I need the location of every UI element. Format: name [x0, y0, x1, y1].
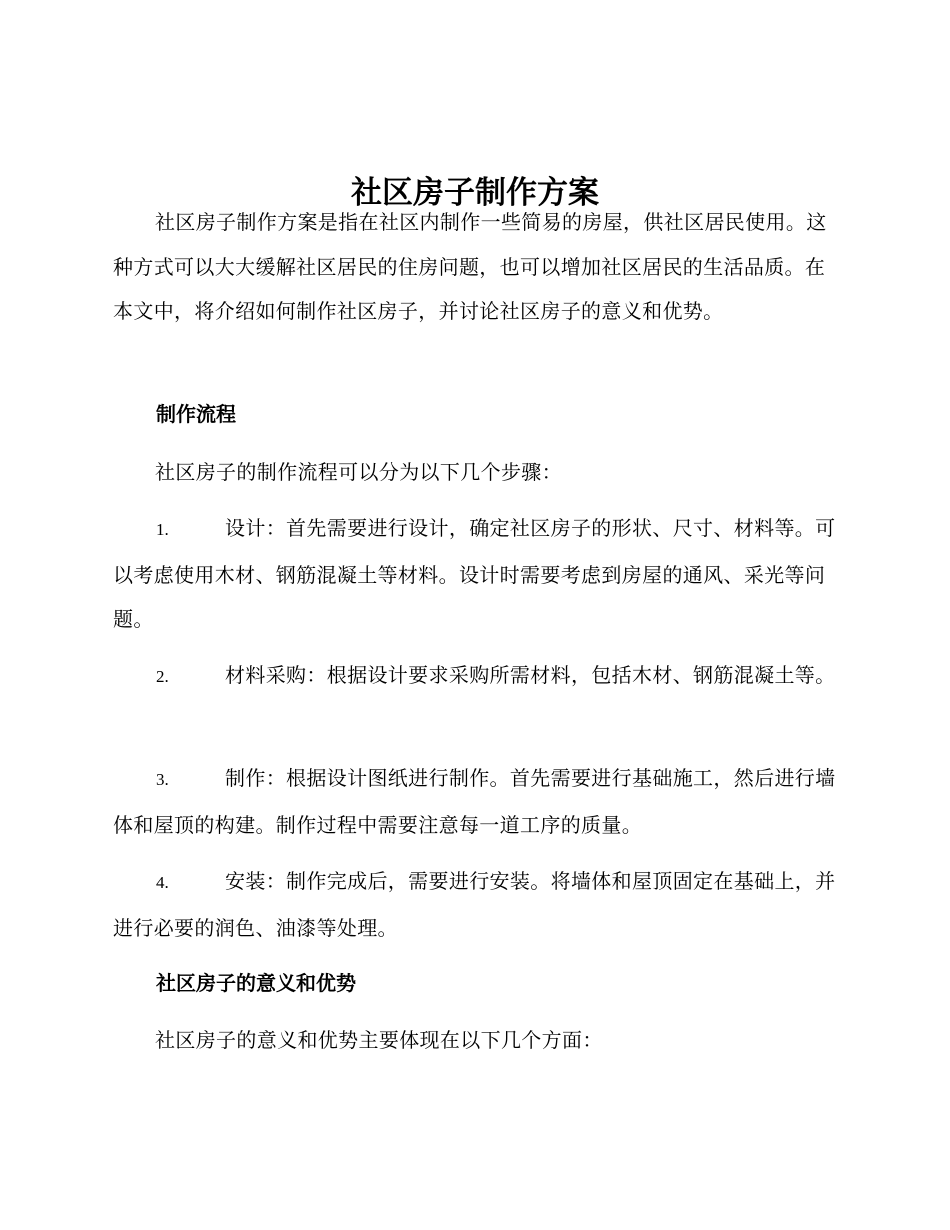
list-number: 3.: [156, 770, 169, 789]
list-number: 4.: [156, 873, 169, 892]
list-item-text: 安装：制作完成后，需要进行安装。将墙体和屋顶固定在基础上，并进行必要的润色、油漆等处理。: [113, 869, 836, 940]
list-item-step-2: [113, 653, 837, 700]
list-item-step-1: [113, 506, 837, 642]
document-title: 社区房子制作方案: [351, 174, 599, 211]
list-number: 1.: [156, 520, 169, 539]
list-item-text: 设计：首先需要进行设计，确定社区房子的形状、尺寸、材料等。可以考虑使用木材、钢筋混凝土等材料。设计时需要考虑到房屋的通风、采光等问题。: [113, 516, 836, 631]
list-item-text: 制作：根据设计图纸进行制作。首先需要进行基础施工，然后进行墙体和屋顶的构建。制作过程中需要注意每一道工序的质量。: [113, 766, 836, 837]
list-number: 2.: [156, 667, 169, 686]
intro-paragraph: 社区房子制作方案是指在社区内制作一些简易的房屋，供社区居民使用。这种方式可以大大缓解社区居民的住房问题，也可以增加社区居民的生活品质。在本文中，将介绍如何制作社区房子，并讨论社区房子的意义和优势。: [113, 210, 827, 323]
process-lead-paragraph: 社区房子的制作流程可以分为以下几个步骤：: [155, 460, 562, 484]
significance-lead-paragraph: 社区房子的意义和优势主要体现在以下几个方面：: [155, 1028, 603, 1052]
list-item-step-3: [113, 756, 837, 847]
section-heading-process: 制作流程: [156, 402, 236, 426]
list-item-step-4: [113, 859, 837, 950]
list-item-text: 材料采购：根据设计要求采购所需材料，包括木材、钢筋混凝土等。: [225, 663, 836, 687]
section-heading-significance: 社区房子的意义和优势: [156, 971, 356, 995]
